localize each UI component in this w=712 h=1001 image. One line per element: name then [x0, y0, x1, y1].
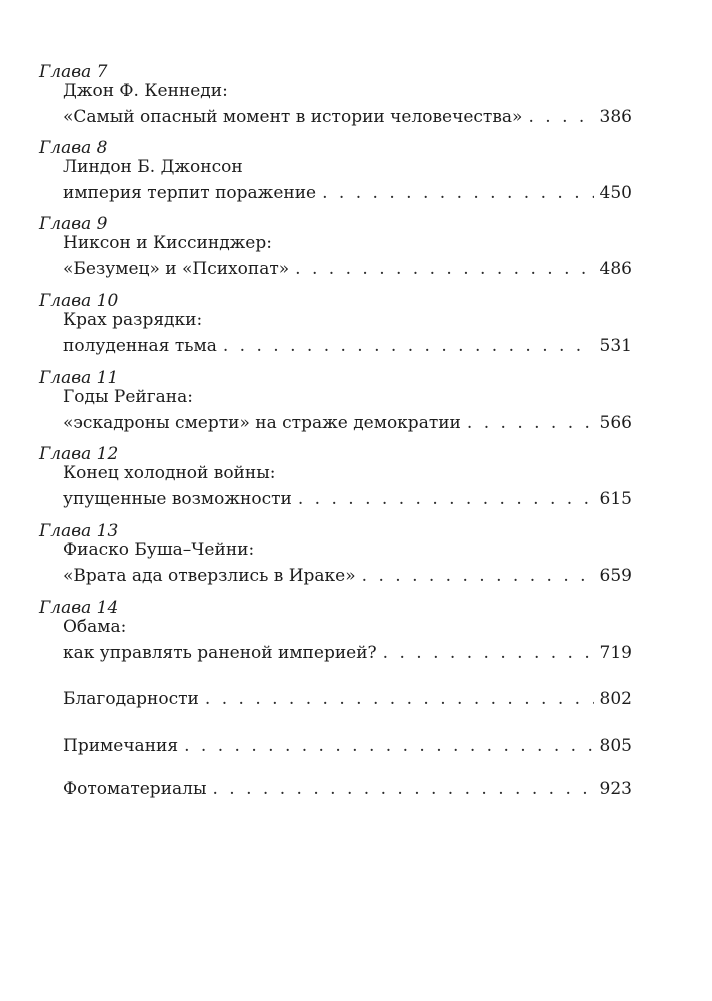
chapter-title-line-1: Обама:: [63, 617, 127, 637]
chapter-title-line-1: Фиаско Буша–Чейни:: [63, 540, 255, 560]
dot-leader: [528, 106, 593, 128]
chapter-title-line-2: [63, 642, 632, 664]
dot-leader: [362, 565, 594, 587]
page-number: 386: [599, 107, 632, 127]
page-number: 531: [599, 336, 632, 356]
chapter-label: Глава 14: [39, 598, 119, 618]
chapter-title-line-2: [63, 335, 632, 357]
chapter-title-text: «Безумец» и «Психопат»: [63, 259, 290, 279]
chapter-label: Глава 9: [39, 214, 108, 234]
dot-leader: [322, 182, 593, 204]
page-number: 486: [599, 259, 632, 279]
chapter-title-text: упущенные возможности: [63, 489, 292, 509]
page-number: 566: [599, 413, 632, 433]
page-number: 923: [599, 779, 632, 799]
dot-leader: [205, 688, 594, 710]
toc-notes: [63, 735, 632, 757]
chapter-title-line-2: [63, 106, 632, 128]
chapter-title-text: «эскадроны смерти» на страже демократии: [63, 413, 461, 433]
dot-leader: [213, 778, 594, 800]
chapter-title-line-1: Никсон и Киссинджер:: [63, 233, 272, 253]
section-title: Фотоматериалы: [63, 779, 207, 799]
dot-leader: [223, 335, 594, 357]
chapter-title-text: «Врата ада отверзлись в Ираке»: [63, 566, 356, 586]
dot-leader: [467, 412, 594, 434]
toc-photos: [63, 778, 632, 800]
chapter-title-line-2: [63, 258, 632, 280]
chapter-title-text: «Самый опасный момент в истории человечества»: [63, 107, 523, 127]
chapter-title-text: империя терпит поражение: [63, 183, 317, 203]
page-number: 615: [599, 489, 632, 509]
chapter-title-line-1: Джон Ф. Кеннеди:: [63, 81, 228, 101]
page-number: 719: [599, 643, 632, 663]
chapter-title-line-1: Линдон Б. Джонсон: [63, 157, 243, 177]
chapter-title-line-1: Конец холодной войны:: [63, 463, 276, 483]
toc-acknowledgements: [63, 688, 632, 710]
chapter-title-line-1: Годы Рейгана:: [63, 387, 193, 407]
dot-leader: [298, 488, 594, 510]
chapter-title-line-1: Крах разрядки:: [63, 310, 203, 330]
chapter-title-text: как управлять раненой империей?: [63, 643, 377, 663]
chapter-label: Глава 8: [39, 138, 108, 158]
chapter-label: Глава 13: [39, 521, 119, 541]
chapter-label: Глава 12: [39, 444, 119, 464]
dot-leader: [295, 258, 593, 280]
page-number: 450: [599, 183, 632, 203]
page-number: 802: [599, 689, 632, 709]
chapter-title-line-2: [63, 182, 632, 204]
section-title: Благодарности: [63, 689, 199, 709]
chapter-label: Глава 11: [39, 368, 119, 388]
chapter-label: Глава 7: [39, 62, 108, 82]
page-number: 805: [599, 736, 632, 756]
dot-leader: [184, 735, 593, 757]
chapter-title-line-2: [63, 565, 632, 587]
chapter-title-line-2: [63, 412, 632, 434]
chapter-label: Глава 10: [39, 291, 119, 311]
dot-leader: [383, 642, 594, 664]
page-number: 659: [599, 566, 632, 586]
chapter-title-text: полуденная тьма: [63, 336, 217, 356]
section-title: Примечания: [63, 736, 179, 756]
chapter-title-line-2: [63, 488, 632, 510]
